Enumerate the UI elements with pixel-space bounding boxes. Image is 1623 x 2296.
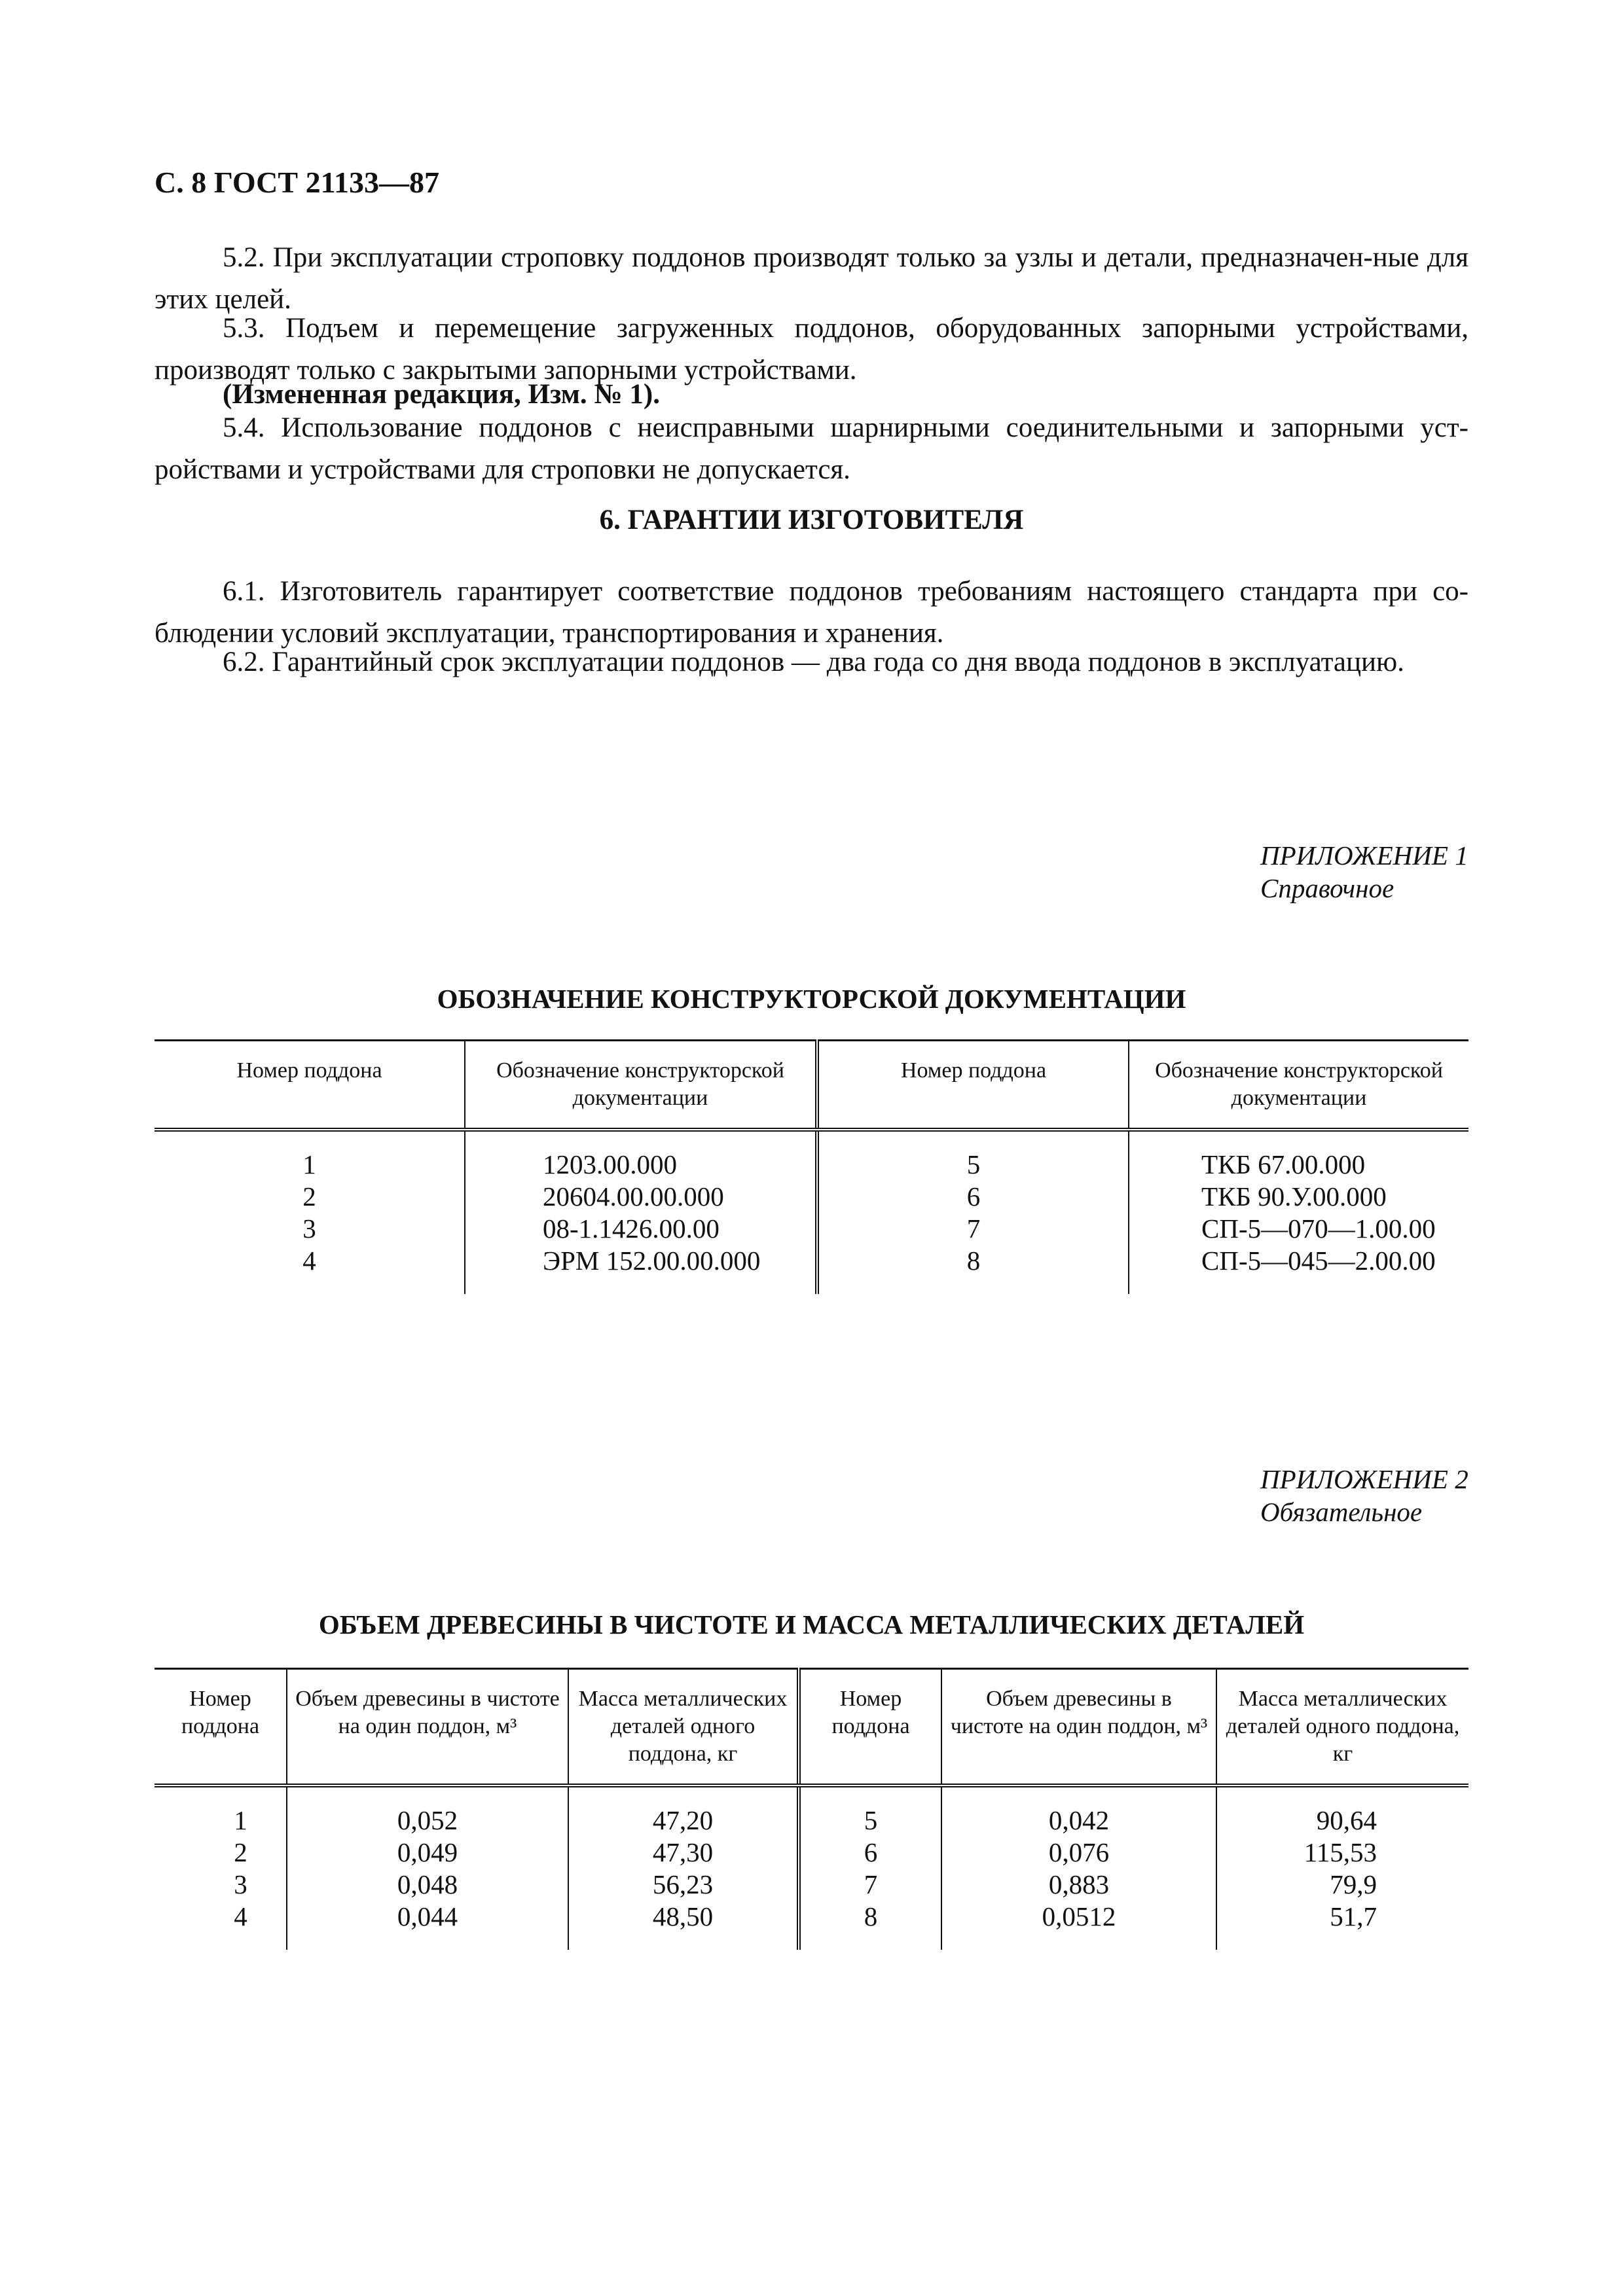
table-cell: 2 <box>302 1181 316 1211</box>
table-header-row <box>155 1041 1468 1130</box>
table-row <box>155 1869 1468 1901</box>
table-cell: ЭРМ 152.00.00.000 <box>465 1245 817 1294</box>
paragraph-6-1: 6.1. Изготовитель гарантирует соответствие поддонов требованиям настоящего стандарта при со-блюдении условий эксплуатации, транспортирования и хранения. <box>155 576 1468 649</box>
header-pallet-number: Номер поддона <box>817 1041 1129 1130</box>
table-row <box>155 1785 1468 1837</box>
table-row <box>155 1130 1468 1181</box>
table-cell: 0,883 <box>941 1869 1216 1901</box>
paragraph-5-4: 5.4. Использование поддонов с неисправными шарнирными соединительными и запорными уст-ройствами и устройствами для строповки не допускается. <box>155 412 1468 485</box>
paragraph-5-3: 5.3. Подъем и перемещение загруженных поддонов, оборудованных запорными устройствами, производят только с закрытыми запорными устройствами. <box>155 313 1468 386</box>
table-cell: 4 <box>302 1246 316 1276</box>
table-cell: СП-5—045—2.00.00 <box>1129 1245 1468 1294</box>
table-row <box>155 1837 1468 1869</box>
table-cell: 0,044 <box>287 1901 568 1950</box>
header-wood-volume: Объем древесины в чистоте на один поддон, м³ <box>941 1669 1216 1786</box>
header-doc-designation: Обозначение конструкторской документации <box>1129 1041 1468 1130</box>
header-metal-mass: Масса металлических деталей одного поддона, кг <box>568 1669 799 1786</box>
table-cell: 6 <box>817 1181 1129 1213</box>
header-pallet-number: Номер поддона <box>155 1669 287 1786</box>
table-cell: ТКБ 90.У.00.000 <box>1129 1181 1468 1213</box>
header-doc-designation: Обозначение конструкторской документации <box>465 1041 817 1130</box>
table-cell: 8 <box>817 1245 1129 1294</box>
table-cell: 56,23 <box>568 1869 799 1901</box>
table-cell: 3 <box>302 1213 316 1244</box>
table-cell: 90,64 <box>1216 1785 1468 1837</box>
header-metal-mass: Масса металлических деталей одного поддона, кг <box>1216 1669 1468 1786</box>
section-6-title: 6. ГАРАНТИИ ИЗГОТОВИТЕЛЯ <box>599 505 1024 535</box>
table-cell: 0,076 <box>941 1837 1216 1869</box>
table-cell: 1 <box>234 1805 247 1835</box>
wood-volume-metal-mass-table <box>155 1668 1468 1950</box>
table-cell: 7 <box>817 1213 1129 1245</box>
table-cell: 0,048 <box>287 1869 568 1901</box>
paragraph-5-2: 5.2. При эксплуатации строповку поддонов производят только за узлы и детали, предназначен-ные для этих целей. <box>155 242 1468 315</box>
table-cell: 7 <box>799 1869 941 1901</box>
table-cell: 6 <box>799 1837 941 1869</box>
header-pallet-number: Номер поддона <box>155 1041 465 1130</box>
table-header-row <box>155 1669 1468 1786</box>
table-cell: 4 <box>234 1901 247 1931</box>
table-cell: 47,20 <box>568 1785 799 1837</box>
table-cell: 48,50 <box>568 1901 799 1950</box>
appendix-2-title: ОБЪЕМ ДРЕВЕСИНЫ В ЧИСТОТЕ И МАССА МЕТАЛЛИЧЕСКИХ ДЕТАЛЕЙ <box>318 1609 1305 1640</box>
table-cell: 0,0512 <box>941 1901 1216 1950</box>
appendix-2-number: ПРИЛОЖЕНИЕ 2 <box>1260 1464 1468 1494</box>
appendix-1-label <box>1260 839 1468 905</box>
table-cell: 1 <box>302 1149 316 1179</box>
table-row <box>155 1213 1468 1245</box>
design-docs-table <box>155 1039 1468 1294</box>
table-cell: 08-1.1426.00.00 <box>465 1213 817 1245</box>
table-cell: 51,7 <box>1216 1901 1468 1950</box>
table-cell: 8 <box>799 1901 941 1950</box>
table-cell: 2 <box>234 1837 247 1867</box>
table-cell: 47,30 <box>568 1837 799 1869</box>
table-cell: 5 <box>817 1130 1129 1181</box>
table-row <box>155 1245 1468 1294</box>
appendix-2-label <box>1260 1463 1468 1528</box>
appendix-1-type: Справочное <box>1260 873 1395 903</box>
appendix-1-number: ПРИЛОЖЕНИЕ 1 <box>1260 840 1468 870</box>
header-pallet-number: Номер поддона <box>799 1669 941 1786</box>
table-cell: 0,049 <box>287 1837 568 1869</box>
appendix-2-type: Обязательное <box>1260 1497 1423 1527</box>
table-row <box>155 1181 1468 1213</box>
table-cell: 79,9 <box>1216 1869 1468 1901</box>
appendix-1-title: ОБОЗНАЧЕНИЕ КОНСТРУКТОРСКОЙ ДОКУМЕНТАЦИИ <box>437 984 1186 1014</box>
page-header: С. 8 ГОСТ 21133—87 <box>155 166 440 199</box>
table-cell: СП-5—070—1.00.00 <box>1129 1213 1468 1245</box>
paragraph-6-2: 6.2. Гарантийный срок эксплуатации поддонов — два года со дня ввода поддонов в эксплуатацию. <box>223 647 1404 677</box>
table-cell: 0,042 <box>941 1785 1216 1837</box>
table-cell: 115,53 <box>1216 1837 1468 1869</box>
amendment-note: (Измененная редакция, Изм. № 1). <box>223 379 660 410</box>
table-cell: 0,052 <box>287 1785 568 1837</box>
table-row <box>155 1901 1468 1950</box>
table-cell: 3 <box>234 1869 247 1899</box>
table-cell: 5 <box>799 1785 941 1837</box>
table-cell: 20604.00.00.000 <box>465 1181 817 1213</box>
table-cell: 1203.00.000 <box>465 1130 817 1181</box>
table-cell: ТКБ 67.00.000 <box>1129 1130 1468 1181</box>
header-wood-volume: Объем древесины в чистоте на один поддон, м³ <box>287 1669 568 1786</box>
